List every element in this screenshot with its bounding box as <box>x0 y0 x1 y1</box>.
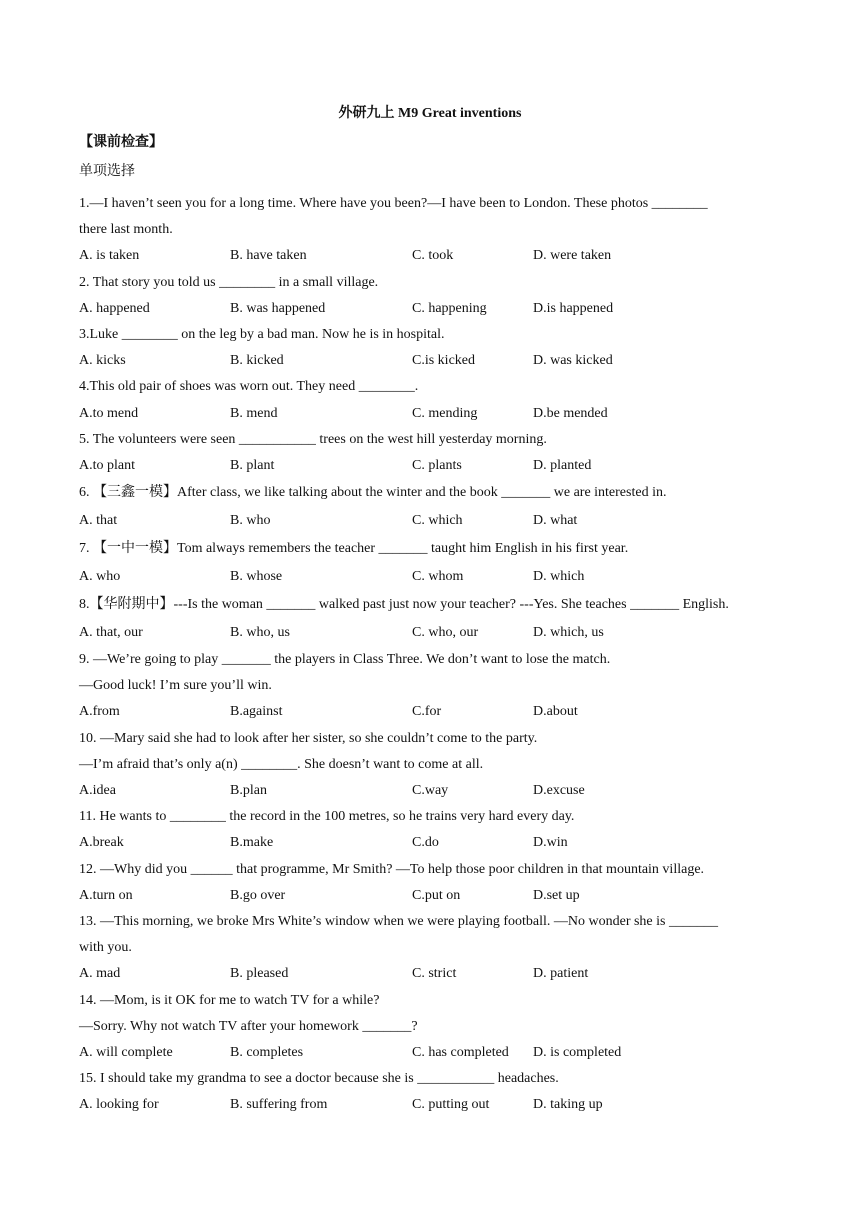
option-a: A. that <box>79 513 118 529</box>
section-heading: 【课前检查】 <box>79 135 163 150</box>
option-c: C.put on <box>412 887 461 903</box>
question-5 <box>79 427 779 479</box>
question-text: 15. I should take my grandma to see a doctor because she is ___________ headaches. <box>79 1071 559 1087</box>
option-c: C. which <box>412 513 463 529</box>
option-d: D.excuse <box>533 783 585 798</box>
question-11 <box>79 804 779 856</box>
question-12 <box>79 857 779 909</box>
option-b: B. pleased <box>230 966 289 982</box>
option-b: B. who, us <box>230 625 290 641</box>
option-c: C. has completed <box>412 1044 509 1060</box>
question-text: —Sorry. Why not watch TV after your homework _______? <box>79 1018 418 1034</box>
question-text: 4.This old pair of shoes was worn out. They need ________. <box>79 379 419 395</box>
option-c: C.way <box>412 783 449 798</box>
answer-options <box>79 348 779 374</box>
option-d: D.be mended <box>533 405 608 421</box>
option-a: A. mad <box>79 966 121 982</box>
answer-options <box>79 619 779 647</box>
option-c: C.for <box>412 704 442 720</box>
question-text: with you. <box>79 940 132 956</box>
option-a: A. looking for <box>79 1097 159 1113</box>
option-c: C. plants <box>412 457 462 473</box>
option-c: C. strict <box>412 966 457 982</box>
option-b: B. plant <box>230 457 275 473</box>
option-a: A.to plant <box>79 457 135 473</box>
option-a: A. will complete <box>79 1044 173 1060</box>
question-1 <box>79 191 779 270</box>
question-text: there last month. <box>79 222 173 238</box>
option-d: D. which <box>533 569 585 585</box>
answer-options <box>79 961 779 987</box>
option-a: A.break <box>79 835 124 851</box>
answer-options <box>79 401 779 427</box>
question-10 <box>79 726 779 805</box>
question-4 <box>79 374 779 426</box>
question-text: 7. 【一中一模】Tom always remembers the teacher _______ taught him English in his first year. <box>79 541 629 557</box>
option-a: A. happened <box>79 300 150 316</box>
option-b: B. who <box>230 513 271 529</box>
answer-options <box>79 1092 779 1118</box>
question-6 <box>79 479 779 535</box>
option-d: D. planted <box>533 457 592 473</box>
question-text: 3.Luke ________ on the leg by a bad man. Now he is in hospital. <box>79 326 445 342</box>
option-a: A. is taken <box>79 248 140 264</box>
option-d: D.about <box>533 704 578 720</box>
answer-options <box>79 563 779 591</box>
question-13 <box>79 909 779 988</box>
option-b: B. kicked <box>230 353 284 369</box>
question-3 <box>79 322 779 374</box>
option-c: C. putting out <box>412 1097 490 1113</box>
answer-options <box>79 507 779 535</box>
option-b: B. mend <box>230 405 278 421</box>
option-b: B. suffering from <box>230 1097 328 1113</box>
question-8 <box>79 591 779 647</box>
option-d: D. is completed <box>533 1044 622 1060</box>
question-14 <box>79 988 779 1067</box>
answer-options <box>79 1040 779 1066</box>
answer-options <box>79 243 779 269</box>
option-d: D. was kicked <box>533 353 613 369</box>
answer-options <box>79 883 779 909</box>
question-text: 5. The volunteers were seen ___________ trees on the west hill yesterday morning. <box>79 431 547 447</box>
page-title: 外研九上 M9 Great inventions <box>338 106 522 121</box>
option-b: B.plan <box>230 783 267 798</box>
option-a: A.to mend <box>79 405 139 421</box>
option-d: D. what <box>533 513 578 529</box>
question-text: 1.—I haven’t seen you for a long time. Where have you been?—I have been to London. These photos ________ <box>79 196 708 211</box>
answer-options <box>79 453 779 479</box>
question-text: 8.【华附期中】---Is the woman _______ walked past just now your teacher? ---Yes. She teaches _______ English. <box>79 597 729 613</box>
option-d: D.win <box>533 835 568 851</box>
answer-options <box>79 296 779 322</box>
option-b: B.against <box>230 704 283 720</box>
section-subtitle: 单项选择 <box>79 164 135 179</box>
question-text: —Good luck! I’m sure you’ll win. <box>79 678 272 694</box>
question-text: 2. That story you told us ________ in a small village. <box>79 274 379 290</box>
question-2 <box>79 270 779 322</box>
option-b: B.make <box>230 835 274 851</box>
option-c: C. mending <box>412 405 478 421</box>
option-b: B.go over <box>230 887 286 903</box>
option-d: D. which, us <box>533 625 604 641</box>
question-15 <box>79 1066 779 1118</box>
option-d: D. patient <box>533 966 589 982</box>
option-d: D.set up <box>533 887 580 903</box>
question-7 <box>79 535 779 591</box>
question-text: 14. —Mom, is it OK for me to watch TV for a while? <box>79 992 380 1008</box>
option-a: A. who <box>79 569 121 585</box>
option-c: C.is kicked <box>412 353 475 369</box>
option-b: B. completes <box>230 1044 304 1060</box>
option-a: A.idea <box>79 783 116 798</box>
option-a: A.turn on <box>79 887 133 903</box>
option-c: C. took <box>412 248 454 264</box>
question-list <box>79 191 779 1118</box>
question-text: 10. —Mary said she had to look after her sister, so she couldn’t come to the party. <box>79 730 538 746</box>
option-d: D. taking up <box>533 1097 603 1113</box>
option-b: B. whose <box>230 569 283 585</box>
question-text: 12. —Why did you ______ that programme, Mr Smith? —To help those poor children in that mountain village. <box>79 861 705 877</box>
question-text: 9. —We’re going to play _______ the players in Class Three. We don’t want to lose the match. <box>79 652 611 668</box>
option-a: A.from <box>79 704 120 720</box>
option-b: B. was happened <box>230 300 326 316</box>
question-text: 6. 【三鑫一模】After class, we like talking about the winter and the book _______ we are interested in. <box>79 485 667 501</box>
option-c: C. who, our <box>412 625 479 641</box>
answer-options <box>79 830 779 856</box>
option-a: A. that, our <box>79 625 143 641</box>
option-c: C. whom <box>412 569 464 585</box>
option-c: C. happening <box>412 300 487 316</box>
question-text: —I’m afraid that’s only a(n) ________. She doesn’t want to come at all. <box>79 756 484 772</box>
option-b: B. have taken <box>230 248 307 264</box>
answer-options <box>79 778 779 804</box>
answer-options <box>79 699 779 725</box>
option-d: D. were taken <box>533 248 612 264</box>
question-text: 11. He wants to ________ the record in the 100 metres, so he trains very hard every day. <box>79 809 575 825</box>
question-text: 13. —This morning, we broke Mrs White’s window when we were playing football. —No wonder she is _______ <box>79 913 718 929</box>
option-d: D.is happened <box>533 300 614 316</box>
option-c: C.do <box>412 835 439 851</box>
question-9 <box>79 647 779 726</box>
option-a: A. kicks <box>79 353 126 369</box>
